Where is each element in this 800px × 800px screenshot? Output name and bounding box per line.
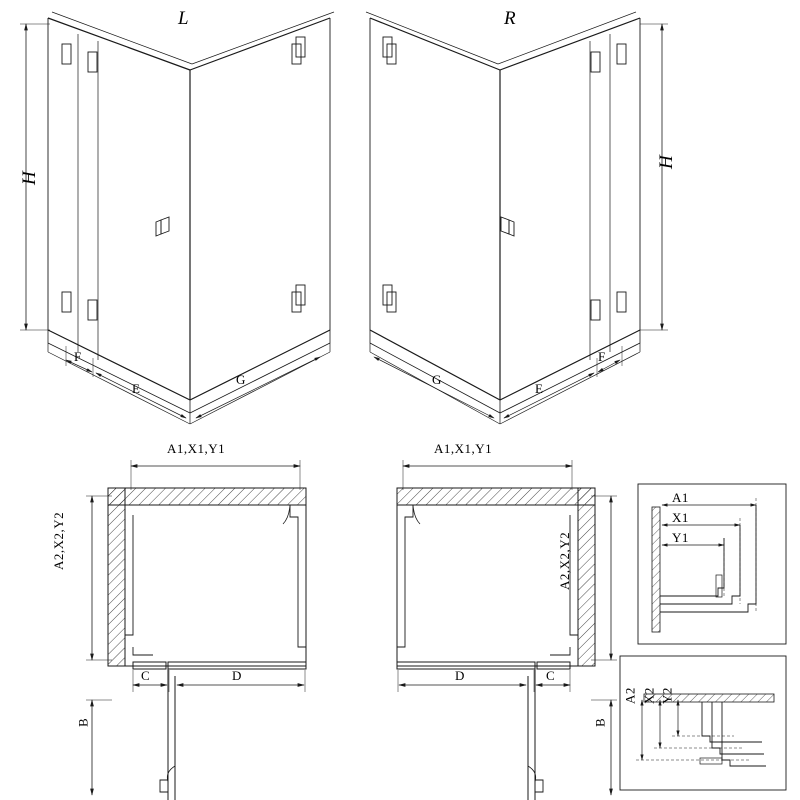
- dimension-label-e-left: E: [132, 381, 141, 396]
- detail-view-vertical: [620, 656, 786, 790]
- detail-label-a1: A1: [672, 490, 689, 505]
- dimension-label-d-right: D: [455, 668, 465, 683]
- view-label-left: L: [178, 8, 190, 29]
- plan-view-left: [86, 460, 306, 800]
- dimension-label-a1x1y1-right: A1,X1,Y1: [434, 441, 493, 456]
- dimension-label-g-right: G: [432, 372, 442, 387]
- detail-view-horizontal: [638, 484, 786, 644]
- dimension-label-a1x1y1-left: A1,X1,Y1: [167, 441, 226, 456]
- detail-label-x2: X2: [641, 687, 657, 704]
- dimension-label-b-left: B: [75, 717, 91, 727]
- plan-view-right: [397, 460, 617, 800]
- detail-label-y2: Y2: [659, 687, 675, 704]
- dimension-label-a2x2y2-right: A2,X2,Y2: [556, 531, 572, 590]
- view-label-right: R: [504, 8, 517, 29]
- dimension-label-e-right: E: [535, 381, 544, 396]
- dimension-label-a2x2y2-left: A2,X2,Y2: [50, 511, 66, 570]
- detail-label-x1: X1: [672, 510, 689, 525]
- detail-label-a2: A2: [622, 687, 638, 704]
- iso-view-right: [366, 12, 668, 424]
- dimension-label-f-left: F: [74, 349, 82, 364]
- dimension-label-f-right: F: [598, 349, 606, 364]
- dimension-label-c-right: C: [546, 668, 556, 683]
- iso-view-left: [20, 12, 334, 424]
- dimension-label-g-left: G: [236, 372, 246, 387]
- dimension-label-b-right: B: [592, 717, 608, 727]
- dimension-label-c-left: C: [141, 668, 151, 683]
- dimension-label-h-right: H: [655, 154, 677, 169]
- dimension-label-d-left: D: [232, 668, 242, 683]
- dimension-label-h-left: H: [18, 170, 40, 185]
- detail-label-y1: Y1: [672, 530, 689, 545]
